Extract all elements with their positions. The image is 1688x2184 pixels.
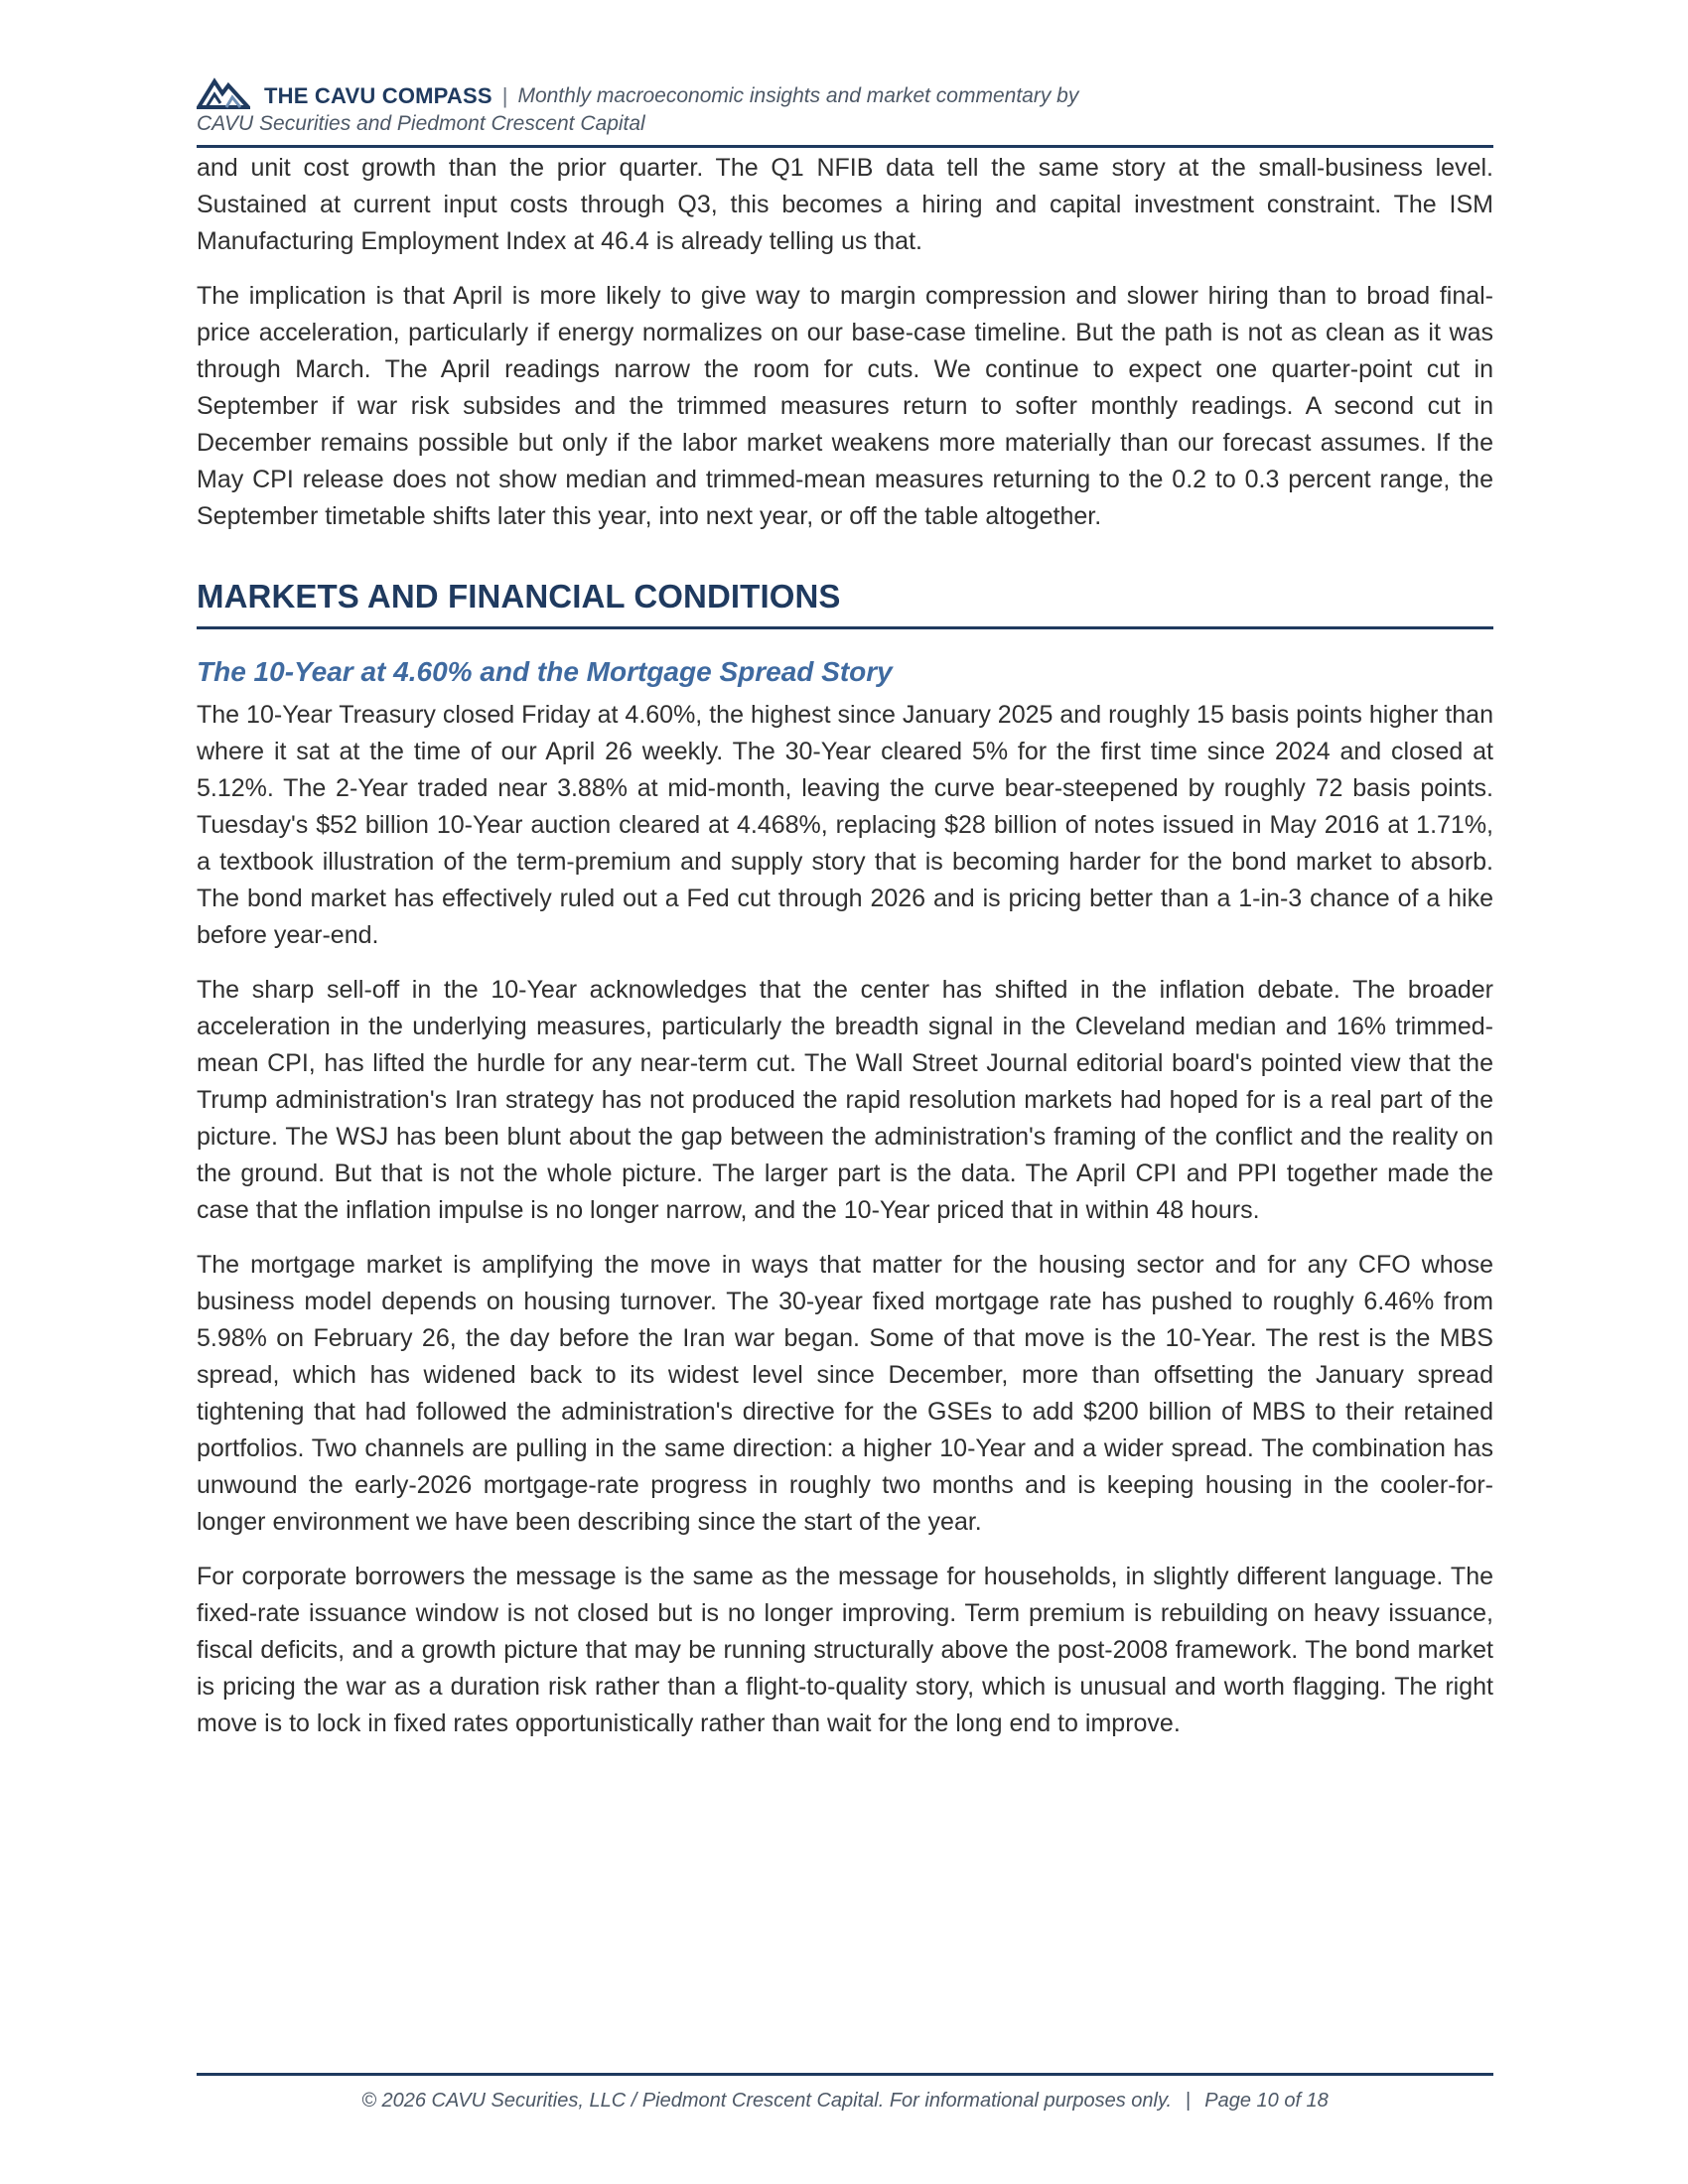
brand-name: THE CAVU COMPASS [264, 83, 492, 108]
header-line [197, 69, 1493, 109]
document-page [197, 69, 1493, 1760]
mountain-peaks-logo-icon [197, 75, 250, 109]
footer-separator: | [1186, 2090, 1192, 2112]
page-number: Page 10 of 18 [1204, 2090, 1329, 2112]
body-paragraph: and unit cost growth than the prior quarter. The Q1 NFIB data tell the same story at the small-business level. Sustained at current input costs through Q3, this becomes a hiring and capital investment constraint. The ISM Manufacturing Employment Index at 46.4 is already telling us that. [197, 154, 1493, 255]
page-footer [197, 2073, 1493, 2114]
page-content [197, 150, 1493, 1742]
page-header [197, 69, 1493, 148]
header-separator: | [501, 83, 508, 108]
body-paragraph: The mortgage market is amplifying the move in ways that matter for the housing sector and for any CFO whose business model depends on housing turnover. The 30-year fixed mortgage rate has pushed to roughly 6.46% from 5.98% on February 26, the day before the Iran war began. Some of that move is the 10-Year. The rest is the MBS spread, which has widened back to its widest level since December, more than offsetting the January spread tightening that had followed the administration's directive for the GSEs to add $200 billion of MBS to their retained portfolios. Two channels are pulling in the same direction: a higher 10-Year and a wider spread. The combination has unwound the early-2026 mortgage-rate progress in roughly two months and is keeping housing in the cooler-for-longer environment we have been describing since the start of the year. [197, 1251, 1493, 1536]
header-tagline: Monthly macroeconomic insights and market commentary by [517, 84, 1079, 107]
body-paragraph: The sharp sell-off in the 10-Year acknowledges that the center has shifted in the inflation debate. The broader acceleration in the underlying measures, particularly the breadth signal in the Cleveland median and 16% trimmed-mean CPI, has lifted the hurdle for any near-term cut. The Wall Street Journal editorial board's pointed view that the Trump administration's Iran strategy has not produced the rapid resolution markets had hoped for is a real part of the picture. The WSJ has been blunt about the gap between the administration's framing of the conflict and the reality on the ground. But that is not the whole picture. The larger part is the data. The April CPI and PPI together made the case that the inflation impulse is no longer narrow, and the 10-Year priced that in within 48 hours. [197, 976, 1493, 1224]
body-paragraph: The 10-Year Treasury closed Friday at 4.60%, the highest since January 2025 and roughly 15 basis points higher than where it sat at the time of our April 26 weekly. The 30-Year cleared 5% for the first time since 2024 and closed at 5.12%. The 2-Year traded near 3.88% at mid-month, leaving the curve bear-steepened by roughly 72 basis points. Tuesday's $52 billion 10-Year auction cleared at 4.468%, replacing $28 billion of notes issued in May 2016 at 1.71%, a textbook illustration of the term-premium and supply story that is becoming harder for the bond market to absorb. The bond market has effectively ruled out a Fed cut through 2026 and is pricing better than a 1-in-3 chance of a hike before year-end. [197, 701, 1493, 949]
subsection-heading: The 10-Year at 4.60% and the Mortgage Spread Story [197, 656, 893, 687]
footer-copyright: © 2026 CAVU Securities, LLC / Piedmont Crescent Capital. For informational purposes only. [361, 2090, 1173, 2112]
section-heading: MARKETS AND FINANCIAL CONDITIONS [197, 577, 1493, 629]
body-paragraph: For corporate borrowers the message is the same as the message for households, in slightly different language. The fixed-rate issuance window is not closed but is no longer improving. Term premium is rebuilding on heavy issuance, fiscal deficits, and a growth picture that may be running structurally above the post-2008 framework. The bond market is pricing the war as a duration risk rather than a flight-to-quality story, which is unusual and worth flagging. The right move is to lock in fixed rates opportunistically rather than wait for the long end to improve. [197, 1563, 1493, 1737]
body-paragraph: The implication is that April is more likely to give way to margin compression and slower hiring than to broad final-price acceleration, particularly if energy normalizes on our base-case timeline. But the path is not as clean as it was through March. The April readings narrow the room for cuts. We continue to expect one quarter-point cut in September if war risk subsides and the trimmed measures return to softer monthly readings. A second cut in December remains possible but only if the labor market weakens more materially than our forecast assumes. If the May CPI release does not show median and trimmed-mean measures returning to the 0.2 to 0.3 percent range, the September timetable shifts later this year, into next year, or off the table altogether. [197, 282, 1493, 530]
header-tagline-continued: CAVU Securities and Piedmont Crescent Capital [197, 112, 645, 135]
